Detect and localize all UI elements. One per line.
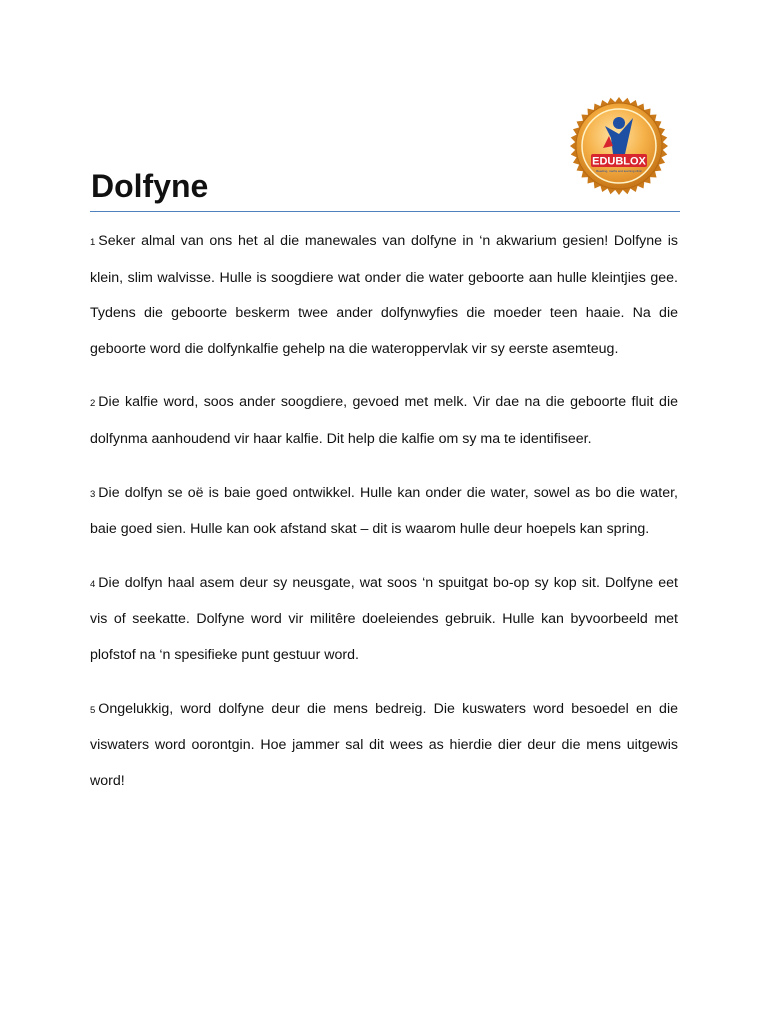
paragraph-number: 4 (90, 578, 96, 590)
edublox-logo (569, 96, 669, 196)
paragraph-1 (90, 224, 678, 367)
paragraph-5 (90, 692, 678, 800)
paragraph-number: 2 (90, 398, 96, 410)
paragraph-3 (90, 476, 678, 548)
paragraph-text: Seker almal van ons het al die manewales van dolfyne in ‘n akwarium gesien! Dolfyne is klein, slim walvisse. Hulle is soogdiere wat onder die water geboorte aan hulle kleintjies gee. Tydens die geboorte beskerm twee ander dolfynwyfies die moeder teen haaie. Na die geboorte word die dolfynkalfie gehelp na die wateroppervlak vir sy eerste asemteug. (90, 233, 678, 357)
logo-tagline: Reading, maths and learning clinic (596, 169, 642, 173)
paragraph-number: 1 (90, 237, 96, 248)
edublox-seal-icon (569, 96, 669, 196)
paragraph-2 (90, 385, 678, 457)
logo-wordmark: EDUBLOX (592, 155, 646, 168)
title-underline (90, 211, 680, 212)
paragraph-text: Ongelukkig, word dolfyne deur die mens bedreig. Die kuswaters word besoedel en die viswaters word oorontgin. Hoe jammer sal dit wees as hierdie dier deur die mens uitgewis word! (90, 700, 678, 789)
document-title: Dolfyne (91, 168, 209, 204)
paragraph-text: Die dolfyn se oë is baie goed ontwikkel. Hulle kan onder die water, sowel as bo die water, baie goed sien. Hulle kan ook afstand skat – dit is waarom hulle deur hoepels kan spring. (90, 484, 678, 538)
paragraph-number: 3 (90, 488, 96, 500)
paragraph-4 (90, 566, 678, 674)
document-body (90, 224, 678, 817)
paragraph-text: Die kalfie word, soos ander soogdiere, gevoed met melk. Vir dae na die geboorte fluit die dolfynma aanhoudend vir haar kalfie. Dit help die kalfie om sy ma te identifiseer. (90, 394, 678, 447)
paragraph-text: Die dolfyn haal asem deur sy neusgate, wat soos ‘n spuitgat bo-op sy kop sit. Dolfyne eet vis of seekatte. Dolfyne word vir militêre doeleiendes gebruik. Hulle kan byvoorbeeld met plofstof na ‘n spesifieke punt gestuur word. (90, 574, 678, 663)
paragraph-number: 5 (90, 704, 96, 716)
